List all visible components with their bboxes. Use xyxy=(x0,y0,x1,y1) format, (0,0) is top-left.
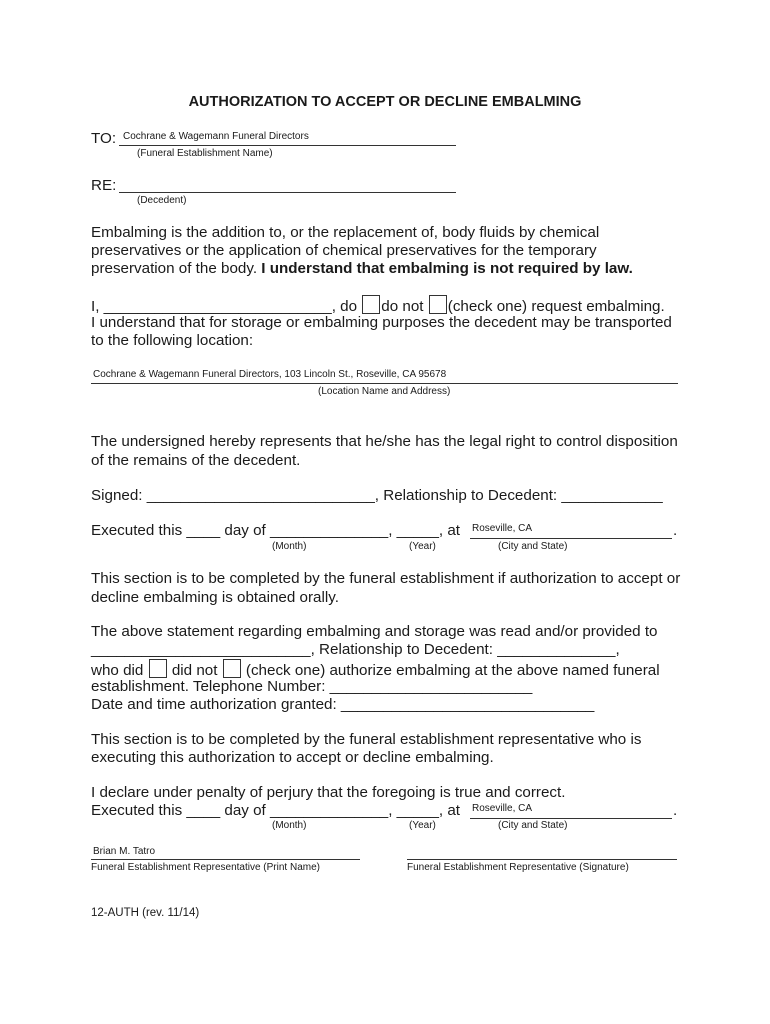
representative-name-line xyxy=(91,859,360,860)
month-caption-1: (Month) xyxy=(272,541,307,552)
intro-line-3-text: preservation of the body. xyxy=(91,260,262,277)
location-value[interactable]: Cochrane & Wagemann Funeral Directors, 103 Lincoln St., Roseville, CA 95678 xyxy=(93,369,447,380)
legal-right-line-2: of the remains of the decedent. xyxy=(91,452,301,469)
request-prefix: I, ___________________________, do xyxy=(91,298,358,315)
funeral-establishment-value[interactable]: Cochrane & Wagemann Funeral Directors xyxy=(123,131,309,142)
do-not-checkbox[interactable] xyxy=(429,295,447,314)
executed-city-line-1 xyxy=(470,538,672,539)
do-not-label: do not xyxy=(381,298,424,315)
request-suffix: (check one) request embalming. xyxy=(447,298,665,315)
rep-section-line-1: This section is to be completed by the funeral establishment representative who is xyxy=(91,731,642,748)
statement-line-3 xyxy=(91,659,660,680)
funeral-establishment-caption: (Funeral Establishment Name) xyxy=(137,148,273,159)
declare-line-1: I declare under penalty of perjury that the foregoing is true and correct. xyxy=(91,784,566,801)
did-not-label: did not xyxy=(171,662,218,679)
representative-name-caption: Funeral Establishment Representative (Print Name) xyxy=(91,862,320,873)
do-checkbox[interactable] xyxy=(362,295,380,314)
executed-line-1[interactable]: Executed this ____ day of ______________, _____, at xyxy=(91,522,461,539)
decedent-caption: (Decedent) xyxy=(137,195,187,206)
intro-line-1: Embalming is the addition to, or the replacement of, body fluids by chemical xyxy=(91,224,600,241)
statement-line-2[interactable]: __________________________, Relationship to Decedent: ______________, xyxy=(91,641,620,658)
location-line xyxy=(91,383,678,384)
statement-line-1: The above statement regarding embalming and storage was read and/or provided to xyxy=(91,623,658,640)
date-time-line[interactable]: Date and time authorization granted: ______________________________ xyxy=(91,696,595,713)
representative-signature-line[interactable] xyxy=(407,859,677,860)
oral-section-line-1: This section is to be completed by the funeral establishment if authorization to accept or xyxy=(91,570,681,587)
decedent-line[interactable] xyxy=(119,192,456,193)
did-not-checkbox[interactable] xyxy=(223,659,241,678)
rep-section-line-2: executing this authorization to accept or decline embalming. xyxy=(91,749,494,766)
authorize-text: (check one) authorize embalming at the above named funeral xyxy=(245,662,660,679)
location-caption: (Location Name and Address) xyxy=(318,386,451,397)
executed-city-2[interactable]: Roseville, CA xyxy=(472,803,533,814)
to-label: TO: xyxy=(91,130,117,147)
representative-name-value[interactable]: Brian M. Tatro xyxy=(93,846,156,857)
executed-city-1[interactable]: Roseville, CA xyxy=(472,523,533,534)
request-line-3: to the following location: xyxy=(91,332,254,349)
request-line-1 xyxy=(91,295,665,316)
executed-line-2[interactable]: Executed this ____ day of ______________, _____, at xyxy=(91,802,461,819)
executed-city-line-2 xyxy=(470,818,672,819)
intro-line-2: preservatives or the application of chemical preservatives for the temporary xyxy=(91,242,597,259)
month-caption-2: (Month) xyxy=(272,820,307,831)
year-caption-2: (Year) xyxy=(409,820,436,831)
form-number: 12-AUTH (rev. 11/14) xyxy=(91,907,200,919)
re-label: RE: xyxy=(91,177,117,194)
legal-right-line-1: The undersigned hereby represents that he/she has the legal right to control disposition xyxy=(91,433,678,450)
representative-signature-caption: Funeral Establishment Representative (Signature) xyxy=(407,862,629,873)
who-did-label: who did xyxy=(91,662,144,679)
did-checkbox[interactable] xyxy=(149,659,167,678)
not-required-statement: I understand that embalming is not required by law. xyxy=(261,260,633,277)
executed-end-2: . xyxy=(673,802,678,819)
year-caption-1: (Year) xyxy=(409,541,436,552)
city-caption-1: (City and State) xyxy=(498,541,568,552)
request-line-2: I understand that for storage or embalming purposes the decedent may be transported xyxy=(91,314,672,331)
page-title: AUTHORIZATION TO ACCEPT OR DECLINE EMBALMING xyxy=(188,94,582,110)
oral-section-line-2: decline embalming is obtained orally. xyxy=(91,589,339,606)
telephone-line[interactable]: establishment. Telephone Number: ________________________ xyxy=(91,678,533,695)
signed-line[interactable]: Signed: ___________________________, Relationship to Decedent: ____________ xyxy=(91,487,663,504)
funeral-establishment-line xyxy=(119,145,456,146)
city-caption-2: (City and State) xyxy=(498,820,568,831)
executed-end-1: . xyxy=(673,522,678,539)
intro-line-3 xyxy=(91,260,633,278)
